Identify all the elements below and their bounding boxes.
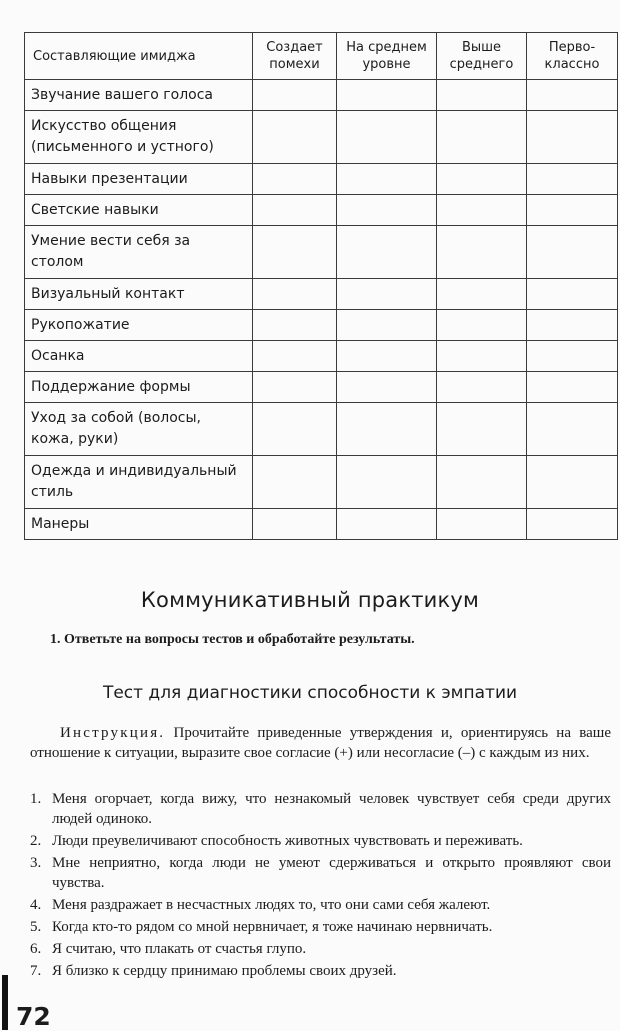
item-text: Меня раздражает в несчастных людях то, что они сами себя жалеют. (52, 897, 491, 913)
rating-cell (527, 111, 618, 164)
rating-cell (253, 456, 337, 509)
item-number: 2. (30, 833, 42, 849)
table-row (25, 195, 618, 226)
section-title: Коммуникативный практикум (140, 588, 480, 612)
rating-cell (527, 509, 618, 540)
col-header-first-class: Перво-классно (527, 33, 618, 80)
rating-cell (337, 164, 437, 195)
item-number: 1. (30, 791, 42, 807)
rating-cell (437, 80, 527, 111)
test-title: Тест для диагностики способности к эмпатии (102, 683, 518, 703)
instruction-text: Прочитайте приведенные утверждения и, ориентируясь на ваше отношение к ситуации, выразите свое согласие (+) или несогласие (–) с каждым из них. (30, 725, 611, 761)
rating-cell (253, 80, 337, 111)
item-text: Я близко к сердцу принимаю проблемы своих друзей. (52, 963, 397, 979)
task-instruction: 1. Ответьте на вопросы тестов и обработайте результаты. (50, 632, 415, 647)
col-header-above-average: Выше среднего (437, 33, 527, 80)
col-header-interferes: Создает помехи (253, 33, 337, 80)
rating-cell (253, 403, 337, 456)
list-item (30, 831, 611, 851)
row-label: Искусство общения (письменного и устного) (25, 111, 253, 164)
item-number: 4. (30, 897, 42, 913)
row-label: Уход за собой (волосы, кожа, руки) (25, 403, 253, 456)
item-number: 6. (30, 941, 42, 957)
rating-cell (437, 164, 527, 195)
row-label: Навыки презентации (25, 164, 253, 195)
row-label: Умение вести себя за столом (25, 226, 253, 279)
instruction-lead: Инструкция. (60, 725, 166, 741)
rating-cell (253, 111, 337, 164)
rating-cell (527, 195, 618, 226)
item-text: Мне неприятно, когда люди не умеют сдерживаться и открыто проявляют свои чувства. (52, 855, 611, 891)
item-number: 3. (30, 855, 42, 871)
table-row (25, 341, 618, 372)
rating-cell (437, 226, 527, 279)
rating-cell (437, 111, 527, 164)
rating-cell (337, 372, 437, 403)
list-item (30, 853, 611, 893)
rating-cell (253, 226, 337, 279)
list-item (30, 789, 611, 829)
rating-cell (527, 341, 618, 372)
page-number: 72 (16, 1002, 51, 1031)
rating-cell (337, 279, 437, 310)
image-components-table (24, 32, 618, 540)
rating-cell (437, 509, 527, 540)
col-header-average: На среднем уровне (337, 33, 437, 80)
rating-cell (437, 195, 527, 226)
rating-cell (527, 80, 618, 111)
rating-cell (527, 226, 618, 279)
rating-cell (337, 341, 437, 372)
table-row (25, 509, 618, 540)
rating-cell (437, 341, 527, 372)
list-item (30, 961, 611, 981)
rating-cell (437, 372, 527, 403)
instruction-paragraph (30, 723, 611, 763)
row-label: Осанка (25, 341, 253, 372)
rating-cell (527, 279, 618, 310)
rating-cell (527, 456, 618, 509)
rating-cell (337, 195, 437, 226)
row-label: Визуальный контакт (25, 279, 253, 310)
rating-cell (253, 195, 337, 226)
item-number: 7. (30, 963, 42, 979)
rating-cell (253, 372, 337, 403)
rating-cell (337, 509, 437, 540)
item-number: 5. (30, 919, 42, 935)
table-row (25, 111, 618, 164)
rating-cell (527, 164, 618, 195)
list-item (30, 917, 611, 937)
item-text: Меня огорчает, когда вижу, что незнакомый человек чувствует себя среди других людей одиноко. (52, 791, 611, 827)
table-row (25, 164, 618, 195)
row-label: Одежда и индивидуальный стиль (25, 456, 253, 509)
table-row (25, 80, 618, 111)
rating-cell (437, 403, 527, 456)
rating-cell (253, 341, 337, 372)
rating-cell (527, 403, 618, 456)
rating-cell (437, 310, 527, 341)
row-label: Звучание вашего голоса (25, 80, 253, 111)
row-label: Рукопожатие (25, 310, 253, 341)
item-text: Я считаю, что плакать от счастья глупо. (52, 941, 307, 957)
rating-cell (437, 279, 527, 310)
rating-cell (253, 310, 337, 341)
rating-cell (253, 509, 337, 540)
list-item (30, 939, 611, 959)
statement-list (30, 789, 611, 983)
item-text: Люди преувеличивают способность животных чувствовать и переживать. (52, 833, 523, 849)
rating-cell (337, 456, 437, 509)
rating-cell (337, 111, 437, 164)
rating-cell (337, 80, 437, 111)
table-row (25, 310, 618, 341)
table-row (25, 226, 618, 279)
row-label: Поддержание формы (25, 372, 253, 403)
rating-cell (437, 456, 527, 509)
table-row (25, 403, 618, 456)
page-margin-bar (2, 975, 8, 1030)
table-row (25, 456, 618, 509)
rating-cell (337, 226, 437, 279)
rating-cell (337, 310, 437, 341)
item-text: Когда кто-то рядом со мной нервничает, я тоже начинаю нервничать. (52, 919, 493, 935)
row-label: Светские навыки (25, 195, 253, 226)
list-item (30, 895, 611, 915)
rating-cell (527, 372, 618, 403)
rating-cell (337, 403, 437, 456)
rating-cell (253, 279, 337, 310)
row-label: Манеры (25, 509, 253, 540)
table-row (25, 279, 618, 310)
col-header-components: Составляющие имиджа (25, 33, 253, 80)
rating-cell (527, 310, 618, 341)
rating-cell (253, 164, 337, 195)
table-row (25, 372, 618, 403)
